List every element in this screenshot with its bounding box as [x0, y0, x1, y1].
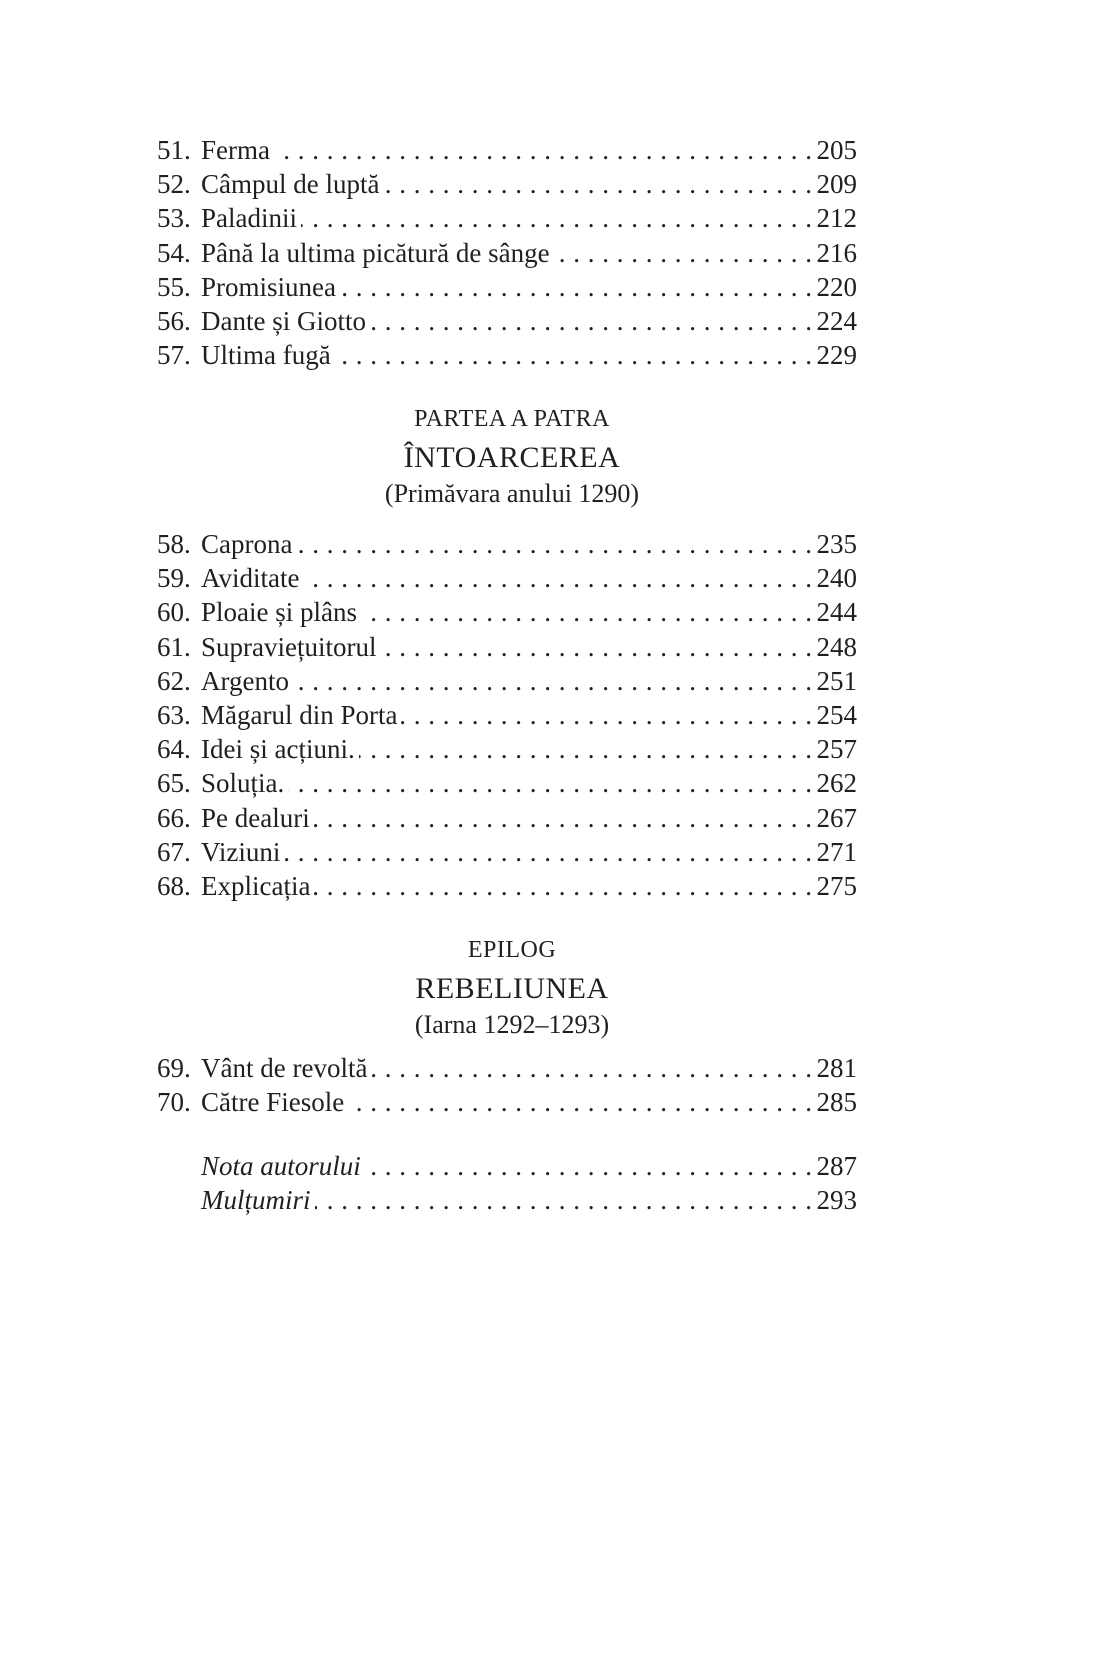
chapter-title: Mulțumiri — [201, 1185, 311, 1216]
dot-leader — [371, 1051, 812, 1085]
toc-entry[interactable] — [157, 801, 857, 835]
chapter-title: Ploaie și plâns — [201, 597, 357, 628]
chapter-title: Către Fiesole — [201, 1087, 345, 1118]
chapter-number: 66. — [157, 802, 191, 833]
page-number: 281 — [816, 1053, 857, 1083]
chapter-number: 64. — [157, 734, 191, 765]
page-number: 262 — [816, 768, 857, 799]
toc-entry[interactable] — [157, 630, 857, 664]
dot-leader — [383, 167, 812, 201]
chapter-title: Soluția. — [201, 768, 285, 799]
epilog-title: REBELIUNEA — [415, 972, 609, 1005]
toc-entry[interactable] — [157, 338, 857, 372]
chapter-title: Ferma — [201, 135, 270, 165]
dot-leader — [315, 1183, 813, 1217]
chapter-number: 60. — [157, 597, 191, 628]
dot-leader — [303, 561, 812, 595]
toc-entry[interactable] — [157, 835, 857, 869]
toc-entry[interactable] — [157, 236, 857, 270]
toc-entry[interactable] — [157, 869, 857, 903]
chapter-title: Explicația — [201, 870, 311, 901]
page-number: 257 — [816, 734, 857, 765]
chapter-title: Câmpul de luptă — [201, 169, 380, 200]
chapter-title: Măgarul din Porta — [201, 699, 398, 730]
dot-leader — [296, 527, 812, 561]
epilog-heading — [157, 930, 867, 1042]
toc-entry[interactable] — [157, 664, 857, 698]
chapter-number: 70. — [157, 1087, 191, 1118]
chapter-number: 61. — [157, 631, 191, 662]
part-subtitle: (Primăvara anului 1290) — [384, 479, 640, 508]
page-number: 244 — [816, 597, 857, 628]
page-number: 271 — [816, 836, 857, 867]
page-number: 287 — [816, 1151, 857, 1181]
toc-entry[interactable] — [157, 595, 857, 629]
dot-leader — [314, 801, 813, 835]
chapter-title: Argento — [201, 665, 289, 696]
chapter-number: 54. — [157, 237, 191, 268]
chapter-number: 52. — [157, 169, 191, 200]
page-number: 205 — [816, 135, 857, 165]
dot-leader — [401, 698, 812, 732]
toc-entry[interactable] — [157, 732, 857, 766]
chapter-title: Nota autorului — [201, 1151, 361, 1181]
dot-leader — [554, 236, 813, 270]
dot-leader — [380, 630, 812, 664]
toc-entry[interactable] — [157, 698, 857, 732]
dot-leader — [340, 270, 813, 304]
dot-leader — [288, 766, 812, 800]
toc-entry[interactable] — [157, 1183, 857, 1217]
dot-leader — [314, 869, 812, 903]
page-number: 248 — [816, 631, 857, 662]
page-number: 267 — [816, 802, 857, 833]
toc-entry[interactable] — [157, 270, 857, 304]
chapter-number: 67. — [157, 836, 191, 867]
toc-group-part4 — [157, 527, 857, 903]
chapter-title: Vânt de revoltă — [201, 1053, 368, 1083]
chapter-number: 63. — [157, 699, 191, 730]
dot-leader — [284, 835, 812, 869]
chapter-number: 53. — [157, 203, 191, 234]
page-number: 251 — [816, 665, 857, 696]
chapter-number: 56. — [157, 305, 191, 336]
dot-leader — [301, 201, 813, 235]
page-number: 220 — [816, 271, 857, 302]
toc-entry[interactable] — [157, 1051, 857, 1085]
toc-entry[interactable] — [157, 304, 857, 338]
page-number: 240 — [816, 563, 857, 594]
page-number: 275 — [816, 870, 857, 901]
chapter-number: 68. — [157, 870, 191, 901]
page-number: 216 — [816, 237, 857, 268]
dot-leader — [361, 595, 813, 629]
page-number: 224 — [816, 305, 857, 336]
chapter-title: Supraviețuitorul — [201, 631, 377, 662]
toc-entry[interactable] — [157, 167, 857, 201]
chapter-number: 55. — [157, 271, 191, 302]
dot-leader — [293, 664, 813, 698]
toc-group-epilog — [157, 1051, 857, 1119]
dot-leader — [335, 338, 813, 372]
chapter-title: Până la ultima picătură de sânge — [201, 237, 550, 268]
toc-entry[interactable] — [157, 133, 857, 167]
toc-entry[interactable] — [157, 561, 857, 595]
toc-entry[interactable] — [157, 527, 857, 561]
dot-leader — [348, 1085, 812, 1119]
chapter-number: 69. — [157, 1053, 191, 1083]
epilog-subtitle: (Iarna 1292–1293) — [414, 1010, 610, 1039]
page-number: 285 — [816, 1087, 857, 1118]
part-four-heading — [157, 399, 867, 511]
chapter-number: 58. — [157, 529, 191, 559]
chapter-number: 65. — [157, 768, 191, 799]
chapter-number: 57. — [157, 340, 191, 371]
toc-group-extras — [157, 1149, 857, 1217]
chapter-number: 51. — [157, 135, 191, 165]
chapter-title: Promisiunea — [201, 271, 336, 302]
toc-group-part3-end — [157, 133, 857, 372]
chapter-title: Idei și acțiuni. — [201, 734, 355, 765]
page-number: 235 — [816, 529, 857, 559]
chapter-title: Paladinii — [201, 203, 297, 234]
part-label: PARTEA A PATRA — [414, 406, 610, 432]
chapter-title: Aviditate — [201, 563, 300, 594]
toc-entry[interactable] — [157, 766, 857, 800]
toc-entry[interactable] — [157, 1085, 857, 1119]
chapter-number: 59. — [157, 563, 191, 594]
page-number: 254 — [816, 699, 857, 730]
chapter-number: 62. — [157, 665, 191, 696]
dot-leader — [365, 1149, 813, 1183]
page-number: 229 — [816, 340, 857, 371]
chapter-title: Viziuni — [201, 836, 281, 867]
chapter-title: Dante și Giotto — [201, 305, 366, 336]
page-number: 212 — [816, 203, 857, 234]
dot-leader — [370, 304, 813, 338]
chapter-title: Ultima fugă — [201, 340, 331, 371]
toc-entry[interactable] — [157, 201, 857, 235]
chapter-title: Caprona — [201, 529, 293, 559]
page-number: 293 — [816, 1185, 857, 1216]
part-title: ÎNTOARCEREA — [403, 441, 621, 474]
epilog-label: EPILOG — [467, 937, 557, 963]
page-number: 209 — [816, 169, 857, 200]
toc-entry[interactable] — [157, 1149, 857, 1183]
dot-leader — [274, 133, 813, 167]
dot-leader — [359, 732, 813, 766]
chapter-title: Pe dealuri — [201, 802, 310, 833]
